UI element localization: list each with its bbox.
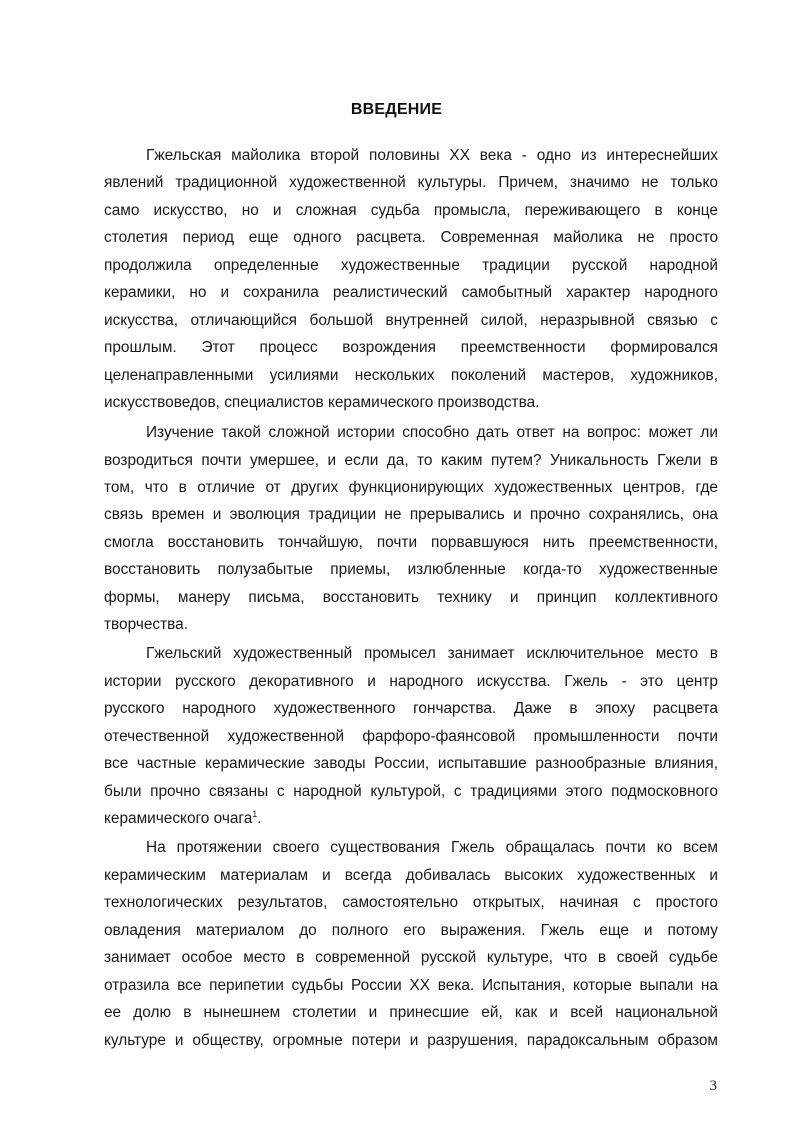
text-line: керамическим материалам и всегда добивалась высоких художественных и [104,867,718,884]
text-line: явлений традиционной художественной культуры. Причем, значимо не только [104,174,718,191]
text-line: Гжельский художественный промысел занимает исключительное место в [146,645,718,662]
text-line: ее долю в нынешнем столетии и принесшие ей, как и всей национальной [104,1004,718,1021]
sentence-end: . [257,810,262,827]
text-line: все частные керамические заводы России, испытавшие разнообразные влияния, [104,755,718,772]
text-line: были прочно связаны с народной культурой, с традициями этого подмосковного [104,783,718,800]
footnote-reference: 1 [252,809,258,819]
text-line: На протяжении своего существования Гжель обращалась почти ко всем [146,839,718,856]
text-line: отечественной художественной фарфоро-фаянсовой промышленности почти [104,728,718,745]
text-line: Изучение такой сложной истории способно дать ответ на вопрос: может ли [146,424,718,441]
text-line: искусства, отличающийся большой внутренней силой, неразрывной связью с [104,312,718,329]
text-line: столетия период еще одного расцвета. Современная майолика не просто [104,229,718,246]
text-line: само искусство, но и сложная судьба промысла, переживающего в конце [104,202,718,219]
text-line: занимает особое место в современной русской культуре, что в своей судьбе [104,949,718,966]
text-line: целенаправленными усилиями нескольких поколений мастеров, художников, [104,367,718,384]
text-line: прошлым. Этот процесс возрождения преемственности формировался [104,339,718,356]
text-line: связь времен и эволюция традиции не прерывались и прочно сохранялись, она [104,506,718,523]
text-line: возродиться почти умершее, и если да, то каким путем? Уникальность Гжели в [104,452,718,469]
text-line: русского народного художественного гончарства. Даже в эпоху расцвета [104,700,718,717]
section-title: ВВЕДЕНИЕ [350,101,443,118]
text-line: формы, манеру письма, восстановить технику и принцип коллективного [104,589,718,606]
text-line: смогла восстановить тончайшую, почти порвавшуюся нить преемственности, [104,534,718,551]
text-line: овладения материалом до полного его выражения. Гжель еще и потому [104,922,718,939]
text-line-with-footnote [104,809,718,829]
text-line: творчества. [104,616,188,633]
text-line: том, что в отличие от других функционирующих художественных центров, где [104,479,718,496]
text-line: культуре и обществу, огромные потери и разрушения, парадоксальным образом [104,1032,718,1049]
text-line: отразила все перипетии судьбы России XX века. Испытания, которые выпали на [104,977,718,994]
text-line: керамики, но и сохранила реалистический самобытный характер народного [104,284,718,301]
text-line: истории русского декоративного и народного искусства. Гжель - это центр [104,673,718,690]
page-number: 3 [709,1078,717,1094]
text-line: керамического очага [104,810,253,827]
text-line: Гжельская майолика второй половины XX века - одно из интереснейших [146,147,718,164]
text-line: восстановить полузабытые приемы, излюбленные когда-то художественные [104,561,718,578]
text-line: продолжила определенные художественные традиции русской народной [104,257,718,274]
text-line: искусствоведов, специалистов керамического производства. [104,394,540,411]
text-line: технологических результатов, самостоятельно открытых, начиная с простого [104,894,718,911]
